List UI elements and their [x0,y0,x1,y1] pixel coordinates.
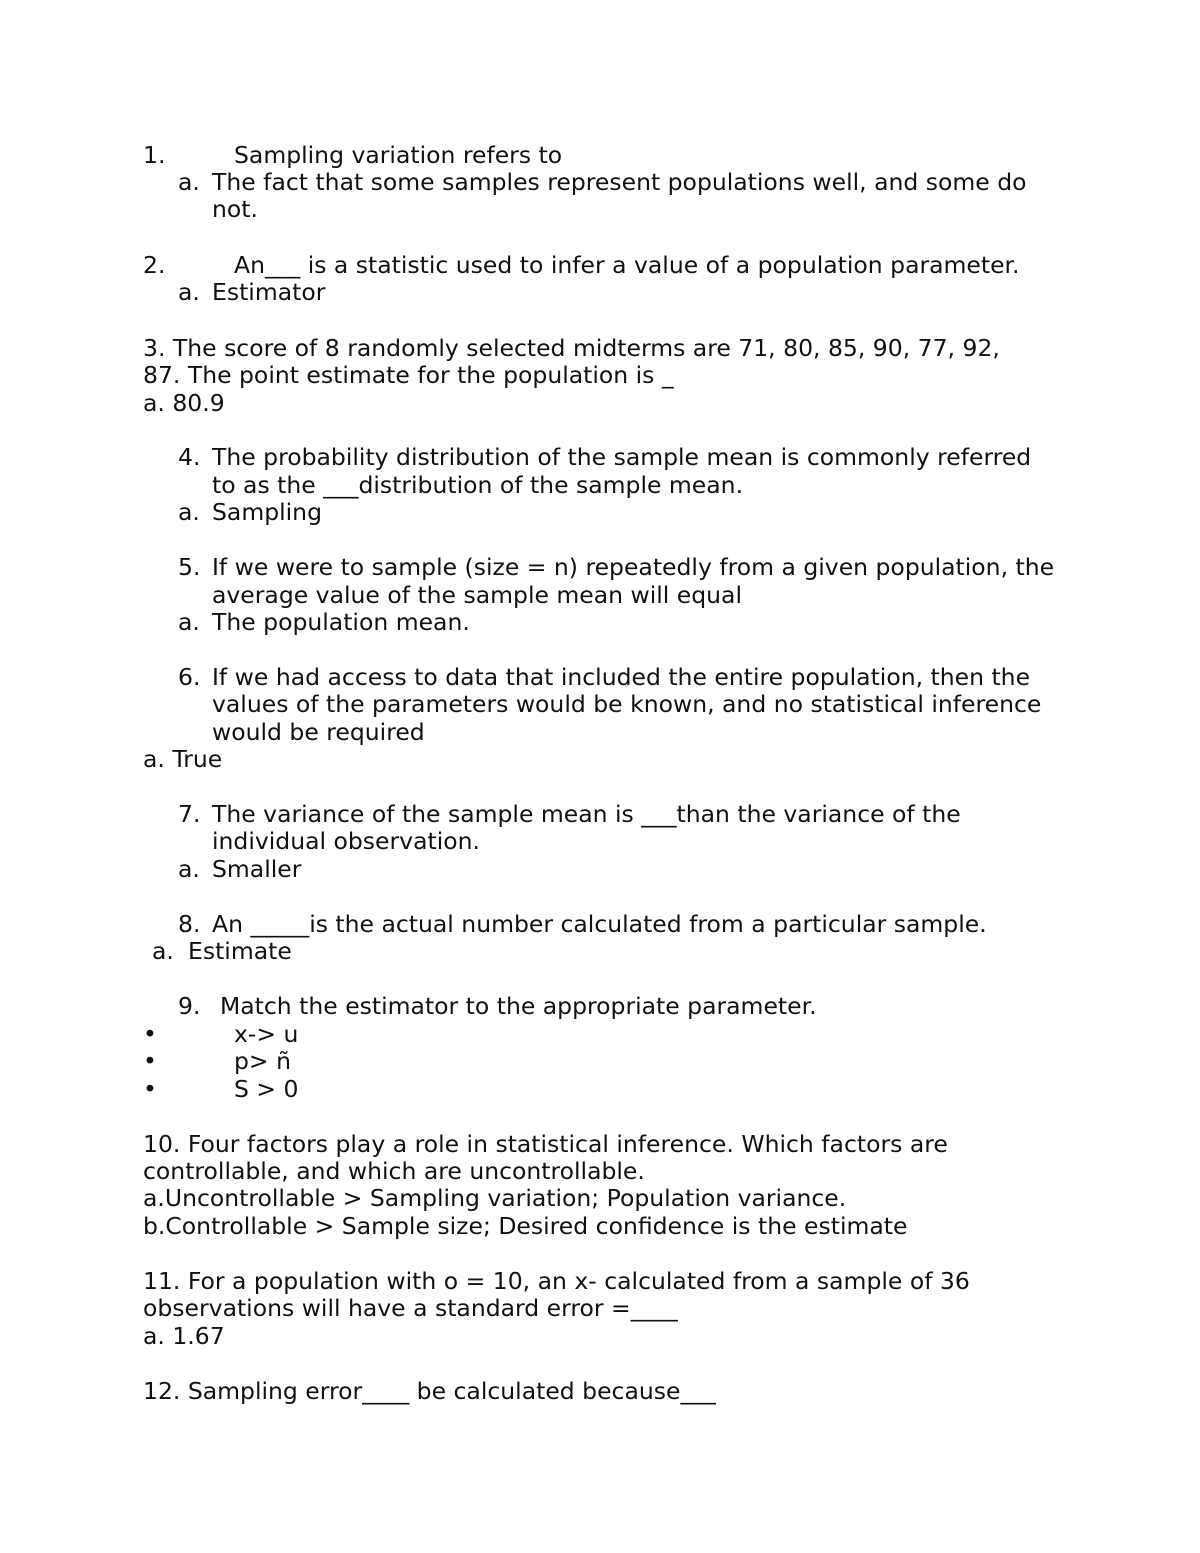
q9-match-item: x-> u [234,1020,299,1048]
q7-text: The variance of the sample mean is ___than the variance of the [212,800,961,828]
q1-text: Sampling variation refers to [234,141,563,169]
q10-text-cont: controllable, and which are uncontrollable. [143,1157,645,1185]
q10-answer-a: a.Uncontrollable > Sampling variation; Population variance. [143,1184,847,1212]
q6-text: If we had access to data that included the entire population, then the [212,663,1031,691]
q11-text: 11. For a population with o = 10, an x- calculated from a sample of 36 [143,1267,970,1295]
q8-answer-label: a. [152,937,174,965]
q11-text-cont: observations will have a standard error =____ [143,1294,678,1322]
q3-text: 3. The score of 8 randomly selected midterms are 71, 80, 85, 90, 77, 92, [143,334,1000,362]
q5-answer-label: a. [178,608,200,636]
q5-answer: The population mean. [212,608,470,636]
q9-match-item: S > 0 [234,1075,299,1103]
q9-text: Match the estimator to the appropriate parameter. [220,992,817,1020]
q3-text-cont: 87. The point estimate for the population is _ [143,361,674,389]
q5-text: If we were to sample (size = n) repeatedly from a given population, the [212,553,1055,581]
q10-answer-b: b.Controllable > Sample size; Desired confidence is the estimate [143,1212,908,1240]
q12-text: 12. Sampling error____ be calculated because___ [143,1377,716,1405]
q1-answer-cont: not. [212,195,258,223]
q11-answer: a. 1.67 [143,1322,225,1350]
q4-text: The probability distribution of the sample mean is commonly referred [212,443,1032,471]
q6-answer: a. True [143,745,223,773]
bullet-icon: • [143,1020,157,1048]
q4-text-cont: to as the ___distribution of the sample mean. [212,471,744,499]
q4-answer-label: a. [178,498,200,526]
q2-text: An___ is a statistic used to infer a value of a population parameter. [234,251,1020,279]
q2-answer: Estimator [212,278,326,306]
q4-answer: Sampling [212,498,322,526]
q6-text-cont2: would be required [212,718,425,746]
q6-number: 6. [178,663,201,691]
q6-text-cont: values of the parameters would be known, and no statistical inference [212,690,1042,718]
q5-text-cont: average value of the sample mean will equal [212,581,742,609]
q7-number: 7. [178,800,201,828]
bullet-icon: • [143,1075,157,1103]
q9-match-item: p> ñ [234,1047,291,1075]
q2-answer-label: a. [178,278,200,306]
q7-text-cont: individual observation. [212,827,480,855]
q8-number: 8. [178,910,201,938]
q8-answer: Estimate [188,937,292,965]
q5-number: 5. [178,553,201,581]
q3-answer: a. 80.9 [143,389,225,417]
q4-number: 4. [178,443,201,471]
q7-answer: Smaller [212,855,302,883]
q1-answer: The fact that some samples represent populations well, and some do [212,168,1027,196]
q10-text: 10. Four factors play a role in statistical inference. Which factors are [143,1130,948,1158]
q9-number: 9. [178,992,201,1020]
q1-number: 1. [143,141,166,169]
q1-answer-label: a. [178,168,200,196]
q8-text: An _____is the actual number calculated from a particular sample. [212,910,987,938]
q7-answer-label: a. [178,855,200,883]
bullet-icon: • [143,1047,157,1075]
q2-number: 2. [143,251,166,279]
